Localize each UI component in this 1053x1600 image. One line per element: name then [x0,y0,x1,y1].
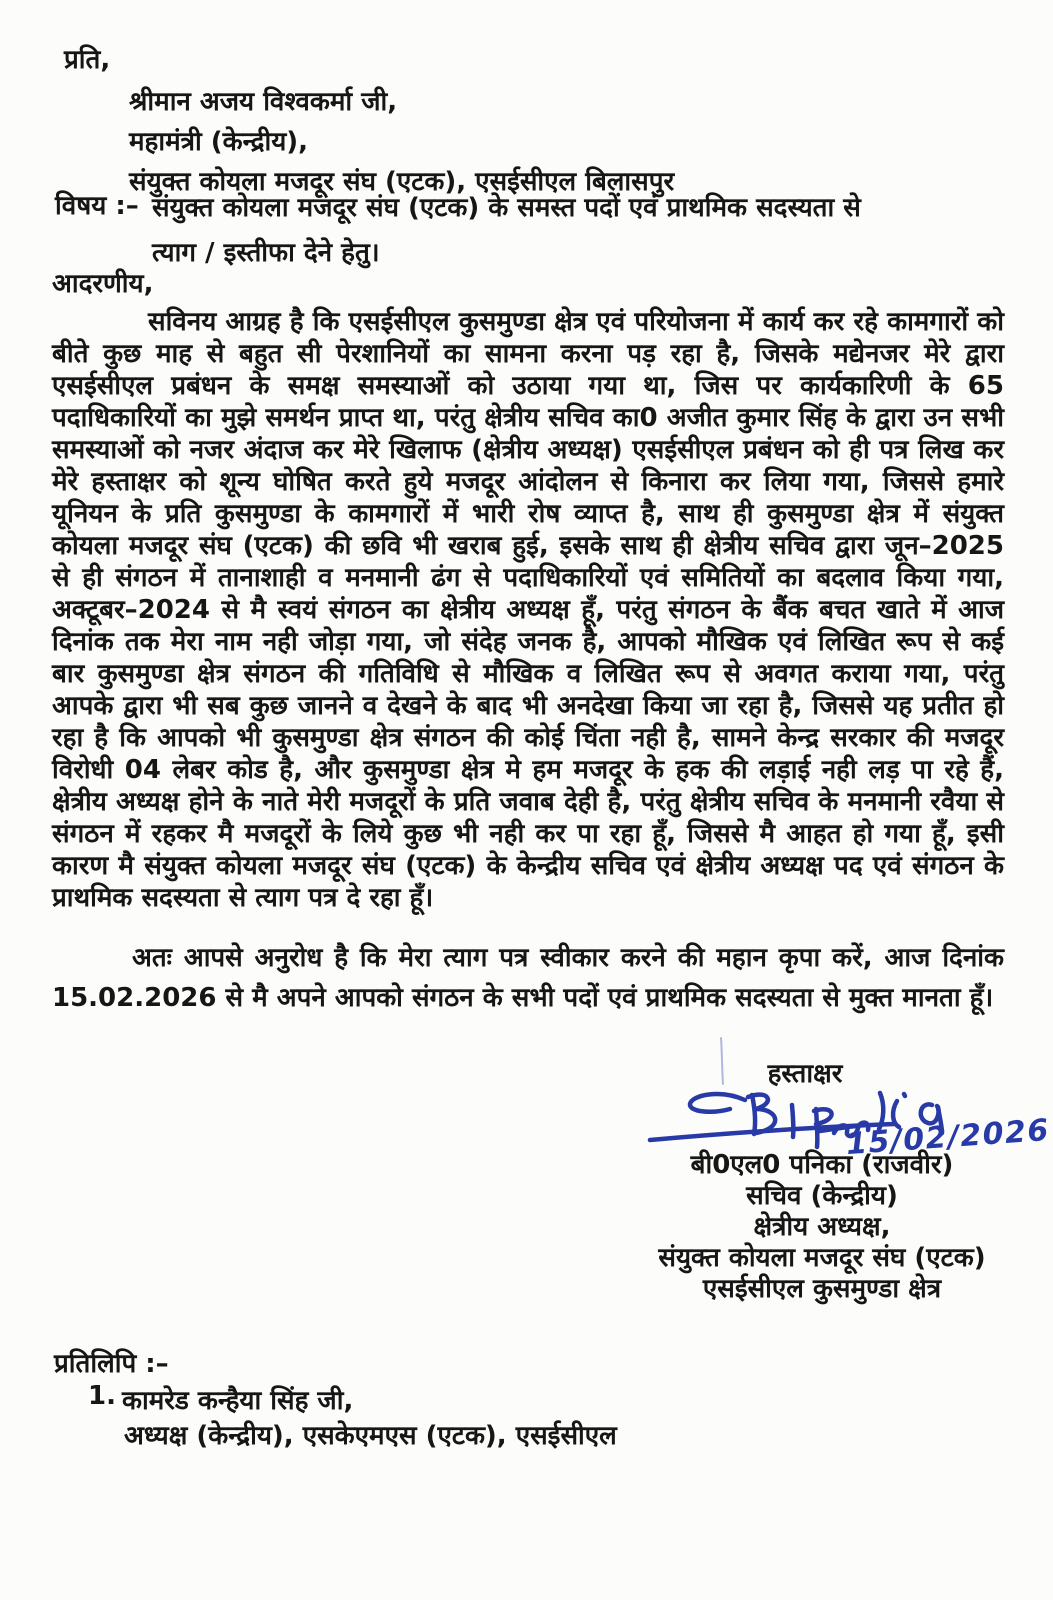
recipient-organization: संयुक्त कोयला मजदूर संघ (एटक), एसईसीएल बिलासपुर [129,167,675,197]
recipient-name: श्रीमान अजय विश्वकर्मा जी, [129,87,398,117]
subject-text [152,186,1007,276]
stray-ink-mark [718,1036,726,1086]
letter-to-label: प्रति, [64,45,111,75]
signatory-name: बी0एल0 पनिका (राजवीर) [690,1150,954,1180]
handwritten-date: 15/02/2026 [845,1112,1051,1163]
signatory-title-2: क्षेत्रीय अध्यक्ष, [753,1212,891,1242]
signatory-block [622,1150,1022,1305]
copy-item-number: 1. [88,1381,116,1411]
body-paragraph-2: अतः आपसे अनुरोध है कि मेरा त्याग पत्र स्वीकार करने की महान कृपा करें, आज दिनांक 15.02.2026 से मै अपने आपको संगठन के सभी पदों एवं प्राथमिक सदस्यता से मुक्त मानता हूँ। [52,943,1004,1013]
body-paragraph-1: सविनय आग्रह है कि एसईसीएल कुसमुण्डा क्षेत्र एवं परियोजना में कार्य कर रहे कामगारों को बीते कुछ माह से बहुत सी पेरशानियों का सामना करना पड़ रहा है, जिसके मद्येनजर मेरे द्वारा एसईसीएल प्रबंधन के समक्ष समस्याओं को उठाया गया था, जिस पर कार्यकारिणी के 65 पदाधिकारियों का मुझे समर्थन प्राप्त था, परंतु क्षेत्रीय सचिव का0 अजीत कुमार सिंह के द्वारा उन सभी समस्याओं को नजर अंदाज कर मेरे खिलाफ (क्षेत्रीय अध्यक्ष) एसईसीएल प्रबंधन को ही पत्र लिख कर मेरे हस्ताक्षर को शून्य घोषित करते हुये मजदूर आंदोलन से किनारा कर लिया गया, जिससे हमारे यूनियन के प्रति कुसमुण्डा के कामगारों में भारी रोष व्याप्त है, साथ ही कुसमुण्डा क्षेत्र में संयुक्त कोयला मजदूर संघ (एटक) की छवि भी खराब हुई, इसके साथ ही क्षेत्रीय सचिव द्वारा जून–2025 से ही संगठन में तानाशाही व मनमानी ढंग से पदाधिकारियों एवं समितियों का बदलाव किया गया, अक्टूबर–2024 से मै स्वयं संगठन का क्षेत्रीय अध्यक्ष हूँ, परंतु संगठन के बैंक बचत खाते में आज दिनांक तक मेरा नाम नही जोड़ा गया, जो संदेह जनक है, आपको मौखिक एवं लिखित रूप से कई बार कुसमुण्डा क्षेत्र संगठन की गतिविधि से मौखिक व लिखित रूप से अवगत कराया गया, परंतु आपके द्वारा भी सब कुछ जानने व देखने के बाद भी अनदेखा किया जा रहा है, जिससे यह प्रतीत हो रहा है कि आपको भी कुसमुण्डा क्षेत्र संगठन की कोई चिंता नही है, सामने केन्द्र सरकार की मजदूर विरोधी 04 लेबर कोड है, और कुसमुण्डा क्षेत्र मे हम मजदूर के हक की लड़ाई नही लड़ पा रहे हैं, क्षेत्रीय अध्यक्ष होने के नाते मेरी मजदूरों के प्रति जवाब देही है, परंतु क्षेत्रीय सचिव के मनमानी रवैया से संगठन में रहकर मै मजदूरों के लिये कुछ भी नही कर पा रहा हूँ, जिससे मै आहत हो गया हूँ, इसी कारण मै संयुक्त कोयला मजदूर संघ (एटक) के केन्द्रीय सचिव एवं क्षेत्रीय अध्यक्ष पद एवं संगठन के प्राथमिक सदस्यता से त्याग पत्र दे रहा हूँ। [52,307,1004,913]
copy-to-label: प्रतिलिपि :– [54,1349,169,1379]
copy-item-designation: अध्यक्ष (केन्द्रीय), एसकेएमएस (एटक), एसईसीएल [124,1421,617,1451]
subject-label: विषय :– [55,191,139,221]
recipient-designation: महामंत्री (केन्द्रीय), [129,127,309,157]
subject-row [55,186,1015,276]
greeting: आदरणीय, [52,269,154,299]
signatory-title-1: सचिव (केन्द्रीय) [746,1181,898,1211]
signatory-area: एसईसीएल कुसमुण्डा क्षेत्र [702,1274,942,1304]
copy-item-name: कामरेड कन्हैया सिंह जी, [122,1386,354,1416]
signature-caption: हस्ताक्षर [767,1059,843,1089]
recipient-block [129,82,674,202]
signatory-organization: संयुक्त कोयला मजदूर संघ (एटक) [658,1243,986,1273]
subject-line-2: त्याग / इस्तीफा देने हेतु। [152,238,380,268]
subject-line-1: संयुक्त कोयला मजदूर संघ (एटक) के समस्त पदों एवं प्राथमिक सदस्यता से [152,193,861,223]
